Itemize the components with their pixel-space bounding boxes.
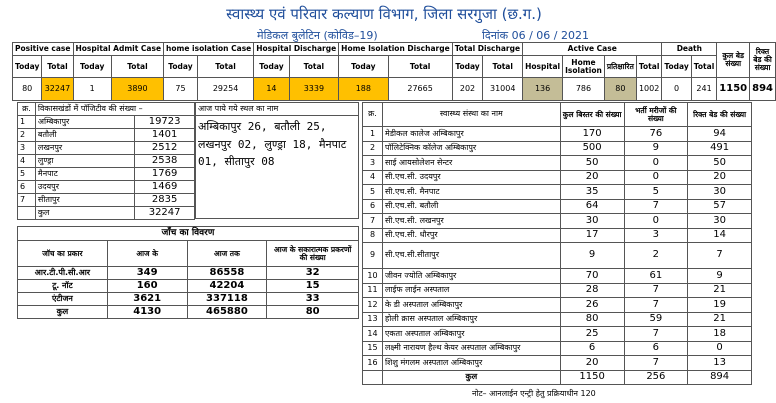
hosp-name: सी.एच.सी. मैनपाट [382, 185, 560, 200]
block-col-sn: क्र. [18, 103, 36, 116]
hosp-name: सी.एच.सी. धौरपुर [382, 228, 560, 243]
hosp-admitted: 61 [624, 269, 688, 284]
hosp-vacant: 30 [688, 185, 752, 200]
test-till: 42204 [187, 280, 267, 293]
hosp-admitted: 2 [624, 243, 688, 269]
today-places-text: अम्बिकापुर 26, बतौली 25, लखनपुर 02, लुण्ड्रा 18, मैनपाट 01, सीतापुर 08 [196, 116, 359, 219]
hosp-col-sn: क्र. [363, 103, 383, 127]
val-positive-today: 80 [13, 78, 42, 101]
hosp-admitted: 0 [624, 156, 688, 171]
block-name: लखनपुर [35, 142, 134, 155]
block-count: 2512 [135, 142, 195, 155]
hosp-sn: 12 [363, 298, 383, 313]
block-sn: 5 [18, 168, 36, 181]
sub-home-isolation: Home Isolation [563, 56, 605, 78]
sub-today: Today [452, 56, 483, 78]
hosp-admitted: 76 [624, 127, 688, 142]
sub-today: Today [254, 56, 289, 78]
hosp-vacant: 18 [688, 327, 752, 342]
sub-today: Today [164, 56, 198, 78]
hosp-name: जीवन ज्योति अम्बिकापुर [382, 269, 560, 284]
sub-total: Total [42, 56, 73, 78]
hosp-beds: 35 [560, 185, 624, 200]
hosp-sn: 11 [363, 283, 383, 298]
test-today: 349 [107, 267, 187, 280]
val-active-hospital: 136 [523, 78, 563, 101]
hosp-vacant: 30 [688, 214, 752, 229]
hosp-beds: 170 [560, 127, 624, 142]
test-till: 86558 [187, 267, 267, 280]
hosp-name: साई आयसोलेशन सेन्टर [382, 156, 560, 171]
hdr-vacant-beds: रिक्त बेड की संख्या [750, 43, 776, 78]
hosp-admitted: 0 [624, 214, 688, 229]
val-positive-total: 32247 [42, 78, 73, 101]
hdr-home-isolation: home isolation Case [164, 43, 254, 56]
block-total-label: कुल [35, 207, 134, 220]
hosp-beds: 500 [560, 141, 624, 156]
hosp-name: शिशु मंगलम अस्पताल अम्बिकापुर [382, 356, 560, 371]
test-positive: 15 [267, 280, 359, 293]
block-positive-table [17, 102, 195, 220]
hosp-sn: 7 [363, 214, 383, 229]
hosp-vacant: 491 [688, 141, 752, 156]
hosp-sn: 6 [363, 199, 383, 214]
val-death-total: 241 [691, 78, 717, 101]
test-positive: 80 [267, 306, 359, 319]
block-name: अम्बिकापुर [35, 116, 134, 129]
hosp-vacant: 20 [688, 170, 752, 185]
hosp-sn: 5 [363, 185, 383, 200]
hosp-admitted: 9 [624, 141, 688, 156]
bulletin-subtitle: मेडिकल बुलेटिन (कोविड–19) [257, 29, 378, 42]
hdr-positive: Positive case [13, 43, 74, 56]
hosp-beds: 64 [560, 199, 624, 214]
sub-total: Total [289, 56, 339, 78]
sub-today: Today [339, 56, 388, 78]
val-active-total: 1002 [636, 78, 662, 101]
hosp-admitted: 3 [624, 228, 688, 243]
val-tdis-today: 202 [452, 78, 483, 101]
block-sn: 3 [18, 142, 36, 155]
hosp-vacant: 7 [688, 243, 752, 269]
val-active-homeiso: 786 [563, 78, 605, 101]
test-today: 3621 [107, 293, 187, 306]
hosp-total-vacant: 894 [688, 370, 752, 385]
hosp-vacant: 57 [688, 199, 752, 214]
val-hdis-today: 14 [254, 78, 289, 101]
footnote: नोट– आनलाईन एन्ट्री हेतु प्रक्रियाधीन 120 [472, 389, 596, 398]
hosp-total-admitted: 256 [624, 370, 688, 385]
sub-hospital: Hospital [523, 56, 563, 78]
val-hidis-total: 27665 [388, 78, 452, 101]
tests-col-today: आज के [107, 241, 187, 267]
hosp-sn: 15 [363, 341, 383, 356]
block-count: 2538 [135, 155, 195, 168]
hosp-col-vacant: रिक्त बेड की संख्या [688, 103, 752, 127]
hosp-sn: 16 [363, 356, 383, 371]
block-count: 1469 [135, 181, 195, 194]
block-name: सीतापुर [35, 194, 134, 207]
hosp-admitted: 7 [624, 283, 688, 298]
hosp-beds: 17 [560, 228, 624, 243]
hosp-vacant: 19 [688, 298, 752, 313]
hosp-total-beds: 1150 [560, 370, 624, 385]
block-total: 32247 [135, 207, 195, 220]
hospitals-table [362, 102, 752, 385]
hosp-vacant: 13 [688, 356, 752, 371]
test-positive: 33 [267, 293, 359, 306]
hosp-sn: 1 [363, 127, 383, 142]
test-till: 337118 [187, 293, 267, 306]
hdr-active-case: Active Case [523, 43, 662, 56]
block-name: मैनपाट [35, 168, 134, 181]
val-admit-total: 3890 [111, 78, 163, 101]
hosp-sn: 10 [363, 269, 383, 284]
sub-total: Total [197, 56, 253, 78]
hdr-hospital-discharge: Hospital Discharge [254, 43, 339, 56]
val-tdis-total: 31004 [483, 78, 523, 101]
block-name: उदयपुर [35, 181, 134, 194]
hosp-total-label: कुल [382, 370, 560, 385]
hosp-name: सी.एच.सी. लखनपुर [382, 214, 560, 229]
hosp-col-beds: कुल बिस्तर की संख्या [560, 103, 624, 127]
tests-col-till: आज तक [187, 241, 267, 267]
hosp-beds: 20 [560, 170, 624, 185]
block-name: लुण्ड्रा [35, 155, 134, 168]
val-homeiso-today: 75 [164, 78, 198, 101]
hosp-beds: 80 [560, 312, 624, 327]
val-vacant-beds: 894 [750, 78, 776, 101]
hosp-beds: 30 [560, 214, 624, 229]
test-till: 465880 [187, 306, 267, 319]
hosp-vacant: 21 [688, 283, 752, 298]
block-count: 2835 [135, 194, 195, 207]
hosp-admitted: 7 [624, 298, 688, 313]
test-type: आर.टी.पी.सी.आर [18, 267, 108, 280]
hosp-beds: 25 [560, 327, 624, 342]
today-places-header: आज पाये गये स्थल का नाम [196, 103, 359, 116]
hosp-sn: 13 [363, 312, 383, 327]
hosp-vacant: 50 [688, 156, 752, 171]
val-admit-today: 1 [73, 78, 111, 101]
block-sn: 2 [18, 129, 36, 142]
hosp-sn: 3 [363, 156, 383, 171]
page-title: स्वास्थ्य एवं परिवार कल्याण विभाग, जिला सरगुजा (छ.ग.) [226, 5, 542, 23]
val-death-today: 0 [662, 78, 691, 101]
today-places-table [195, 102, 359, 219]
block-col-name: विकासखंडों में पॉजिटीव की संख्या – [35, 103, 194, 116]
tests-table [17, 226, 359, 319]
hosp-admitted: 7 [624, 327, 688, 342]
hosp-admitted: 59 [624, 312, 688, 327]
sub-pratikshareet: प्रतिक्षारित [604, 56, 636, 78]
val-total-beds: 1150 [717, 78, 750, 101]
hosp-beds: 6 [560, 341, 624, 356]
sub-total: Total [483, 56, 523, 78]
hosp-name: के डी अस्पताल अम्बिकापुर [382, 298, 560, 313]
hdr-hospital-admit: Hospital Admit Case [73, 43, 164, 56]
sub-total: Total [111, 56, 163, 78]
hosp-name: लाईफ लाईन अस्पताल [382, 283, 560, 298]
block-count: 1401 [135, 129, 195, 142]
hosp-admitted: 7 [624, 199, 688, 214]
hosp-name: पॉलिटेक्निक कॉलेज अम्बिकापुर [382, 141, 560, 156]
hosp-vacant: 9 [688, 269, 752, 284]
hosp-beds: 26 [560, 298, 624, 313]
hdr-home-isolation-discharge: Home Isolation Discharge [339, 43, 453, 56]
sub-total: Total [636, 56, 662, 78]
block-count: 1769 [135, 168, 195, 181]
sub-today: Today [662, 56, 691, 78]
hdr-total-discharge: Total Discharge [452, 43, 522, 56]
block-total-sn [18, 207, 36, 220]
hosp-admitted: 6 [624, 341, 688, 356]
tests-col-positive: आज के सकारात्मक प्रकरणों की संख्या [267, 241, 359, 267]
hosp-admitted: 0 [624, 170, 688, 185]
hosp-total-sn [363, 370, 383, 385]
hosp-name: सी.एच.सी. उदयपुर [382, 170, 560, 185]
sub-total: Total [691, 56, 717, 78]
block-sn: 4 [18, 155, 36, 168]
hosp-sn: 8 [363, 228, 383, 243]
test-positive: 32 [267, 267, 359, 280]
test-today: 160 [107, 280, 187, 293]
hosp-beds: 28 [560, 283, 624, 298]
hosp-col-name: स्वास्थ्य संस्था का नाम [382, 103, 560, 127]
hosp-name: मेडीकल कालेज अम्बिकापुर [382, 127, 560, 142]
hosp-sn: 14 [363, 327, 383, 342]
tests-col-type: जॉच का प्रकार [18, 241, 108, 267]
hosp-sn: 9 [363, 243, 383, 269]
summary-table [12, 42, 776, 101]
hosp-vacant: 21 [688, 312, 752, 327]
val-homeiso-total: 29254 [197, 78, 253, 101]
test-type: टू. नॉट [18, 280, 108, 293]
block-count: 19723 [135, 116, 195, 129]
hosp-name: सी.एच.सी. बतौली [382, 199, 560, 214]
test-today: 4130 [107, 306, 187, 319]
sub-today: Today [13, 56, 42, 78]
hosp-name: एकता अस्पताल अम्बिकापुर [382, 327, 560, 342]
block-name: बतौली [35, 129, 134, 142]
hosp-vacant: 0 [688, 341, 752, 356]
bulletin-date: दिनांक 06 / 06 / 2021 [482, 29, 589, 42]
hdr-death: Death [662, 43, 717, 56]
val-hidis-today: 188 [339, 78, 388, 101]
test-type: कुल [18, 306, 108, 319]
hosp-vacant: 14 [688, 228, 752, 243]
hosp-name: होली क्रास अस्पताल अम्बिकापुर [382, 312, 560, 327]
hosp-admitted: 5 [624, 185, 688, 200]
tests-section-title: जाँच का विवरण [18, 227, 359, 241]
hdr-total-beds: कुल बेड संख्या [717, 43, 750, 78]
block-sn: 6 [18, 181, 36, 194]
hosp-beds: 9 [560, 243, 624, 269]
block-sn: 1 [18, 116, 36, 129]
hosp-name: लक्ष्मी नारायण हैल्थ केयर अस्पताल अम्बिकापुर [382, 341, 560, 356]
sub-total: Total [388, 56, 452, 78]
hosp-beds: 50 [560, 156, 624, 171]
val-active-pratikshareet: 80 [604, 78, 636, 101]
hosp-admitted: 7 [624, 356, 688, 371]
sub-today: Today [73, 56, 111, 78]
test-type: एंटीजन [18, 293, 108, 306]
hosp-name: सी.एच.सी.सीतापुर [382, 243, 560, 269]
hosp-sn: 2 [363, 141, 383, 156]
block-sn: 7 [18, 194, 36, 207]
hosp-beds: 70 [560, 269, 624, 284]
hosp-beds: 20 [560, 356, 624, 371]
hosp-sn: 4 [363, 170, 383, 185]
hosp-col-admitted: भर्ती मरीजों की संख्या [624, 103, 688, 127]
hosp-vacant: 94 [688, 127, 752, 142]
val-hdis-total: 3339 [289, 78, 339, 101]
